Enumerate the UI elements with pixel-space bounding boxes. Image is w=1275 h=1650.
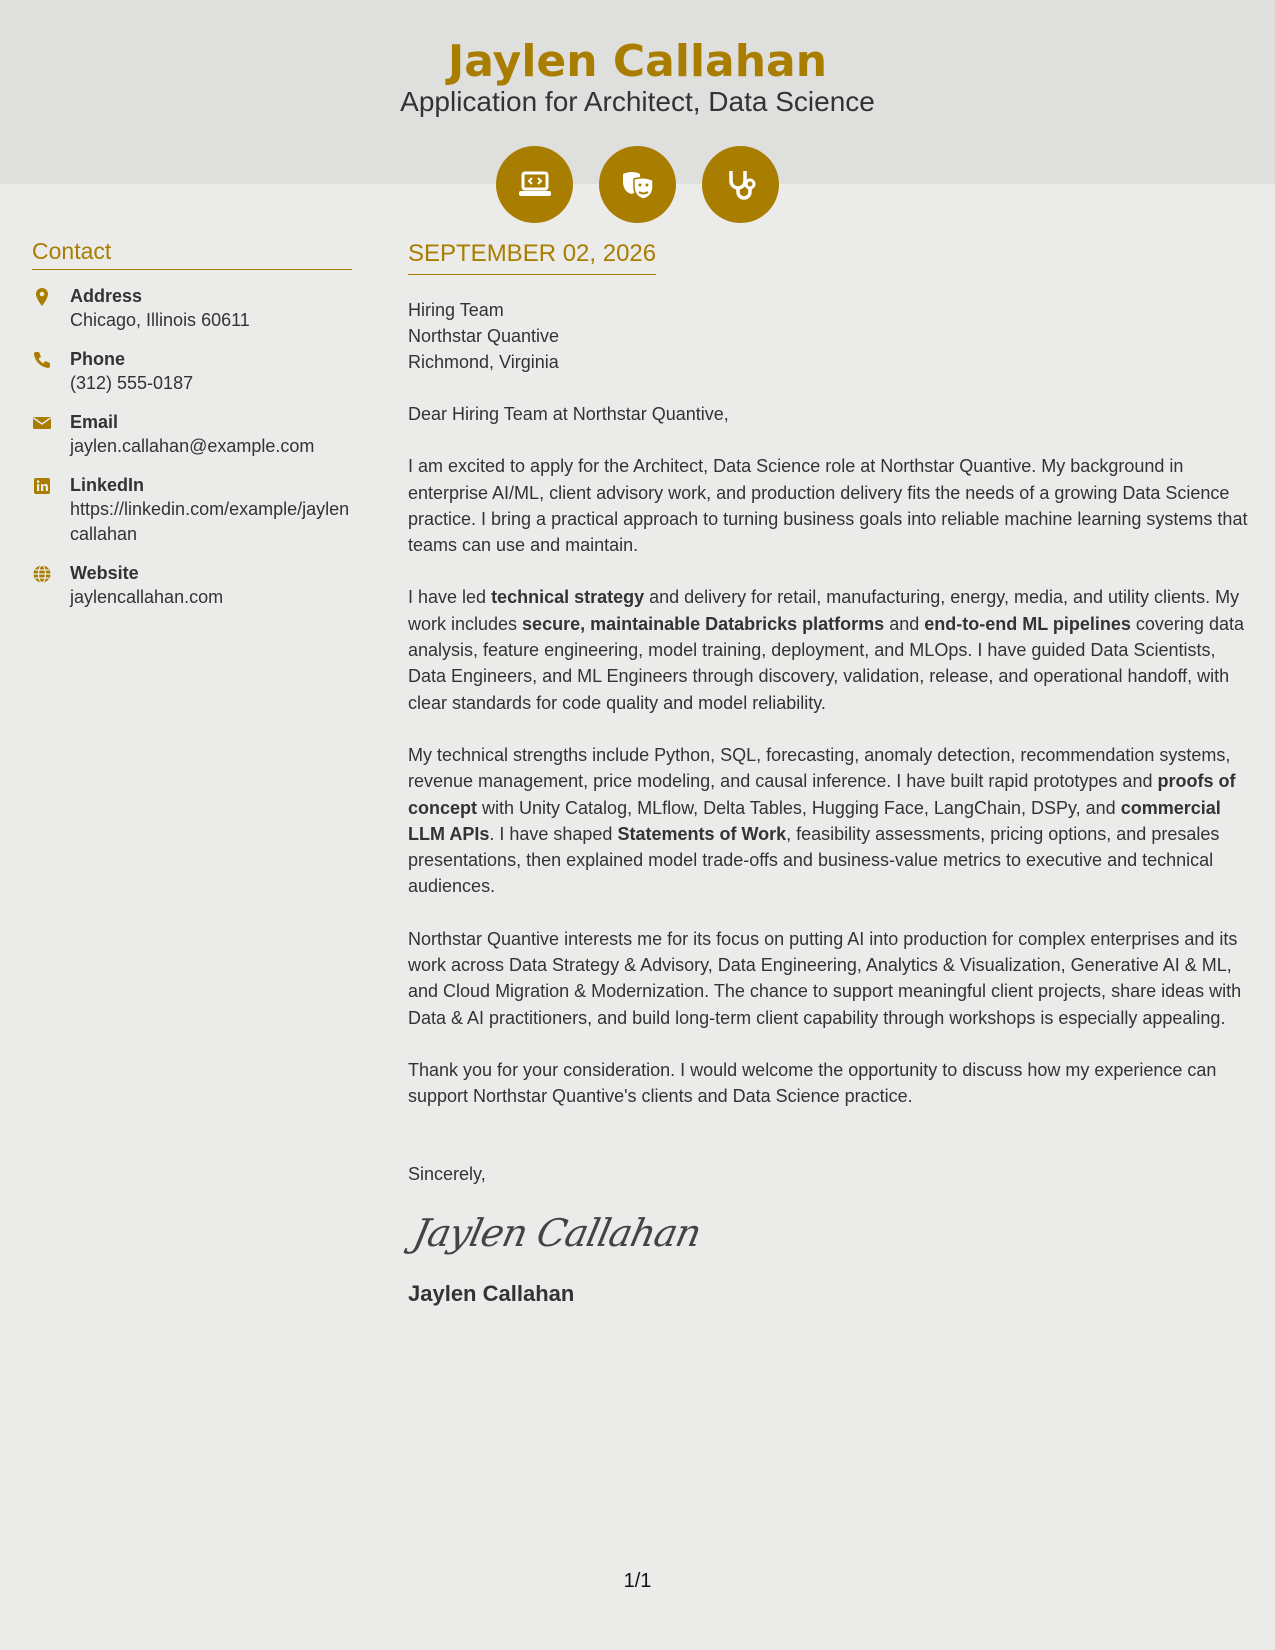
website-value: jaylencallahan.com xyxy=(70,587,224,607)
contact-sidebar xyxy=(32,238,352,610)
linkedin-icon xyxy=(32,473,70,547)
paragraph-experience: I have led technical strategy and delivery for retail, manufacturing, energy, media, and utility clients. My work includes secure, maintainable Databricks platforms and end-to-end ML pipelines covering data analysis, feature engineering, model training, deployment, and MLOps. I have guided Data Scientists, Data Engineers, and ML Engineers through discovery, validation, release, and operational handoff, with clear standards for code quality and model reliability. xyxy=(408,587,1244,713)
theater-masks-icon xyxy=(599,146,676,223)
website-label: Website xyxy=(70,563,139,583)
contact-website xyxy=(32,561,352,610)
recipient-line: Richmond, Virginia xyxy=(408,352,559,372)
address-value: Chicago, Illinois 60611 xyxy=(70,310,250,330)
linkedin-value: https://linkedin.com/example/jaylencallahan xyxy=(70,499,350,544)
linkedin-label: LinkedIn xyxy=(70,475,145,495)
envelope-icon xyxy=(32,410,70,459)
letter-date: SEPTEMBER 02, 2026 xyxy=(408,240,656,275)
applicant-name: Jaylen Callahan xyxy=(447,36,828,87)
page-number: 1/1 xyxy=(623,1570,652,1592)
stethoscope-icon xyxy=(702,146,779,223)
email-label: Email xyxy=(70,412,119,432)
paragraph-strengths: My technical strengths include Python, SQL, forecasting, anomaly detection, recommendation systems, revenue management, price modeling, and causal inference. I have built rapid prototypes and proofs of concept with Unity Catalog, MLflow, Delta Tables, Hugging Face, LangChain, DSPy, and commercial LLM APIs. I have shaped Statements of Work, feasibility assessments, pricing options, and presales presentations, then explained model trade-offs and business-value metrics to executive and technical audiences. xyxy=(408,744,1236,897)
phone-label: Phone xyxy=(70,349,126,369)
recipient-line: Northstar Quantive xyxy=(408,326,560,346)
paragraph-intro: I am excited to apply for the Architect, Data Science role at Northstar Quantive. My background in enterprise AI/ML, client advisory work, and production delivery fits the needs of a growing Data Science practice. I bring a practical approach to turning business goals into reliable machine learning systems that teams can use and maintain. xyxy=(408,456,1248,556)
address-label: Address xyxy=(70,286,143,306)
contact-email xyxy=(32,410,352,459)
closing: Sincerely, xyxy=(408,1163,486,1184)
globe-icon xyxy=(32,561,70,610)
application-subtitle: Application for Architect, Data Science xyxy=(400,86,875,117)
handwritten-signature: Jaylen Callahan xyxy=(409,1210,705,1255)
paragraph-thanks: Thank you for your consideration. I would welcome the opportunity to discuss how my experience can support Northstar Quantive's clients and Data Science practice. xyxy=(408,1059,1217,1107)
salutation: Dear Hiring Team at Northstar Quantive, xyxy=(408,404,729,424)
phone-icon xyxy=(32,347,70,396)
recipient-line: Hiring Team xyxy=(408,300,504,320)
signer-name: Jaylen Callahan xyxy=(408,1280,575,1306)
contact-heading: Contact xyxy=(32,238,352,270)
map-pin-icon xyxy=(32,284,70,333)
paragraph-interest: Northstar Quantive interests me for its focus on putting AI into production for complex enterprises and its work across Data Strategy & Advisory, Data Engineering, Analytics & Visualization, Generative AI & ML, and Cloud Migration & Modernization. The chance to support meaningful client projects, share ideas with Data & AI practitioners, and build long-term client capability through workshops is especially appealing. xyxy=(408,928,1242,1028)
contact-phone xyxy=(32,347,352,396)
contact-linkedin xyxy=(32,473,352,547)
laptop-code-icon xyxy=(496,146,573,223)
phone-value: (312) 555-0187 xyxy=(70,373,194,393)
contact-address xyxy=(32,284,352,333)
header-icons xyxy=(496,146,779,223)
letter-body xyxy=(408,240,1256,1307)
email-value: jaylen.callahan@example.com xyxy=(70,436,315,456)
recipient-block xyxy=(408,297,1256,375)
